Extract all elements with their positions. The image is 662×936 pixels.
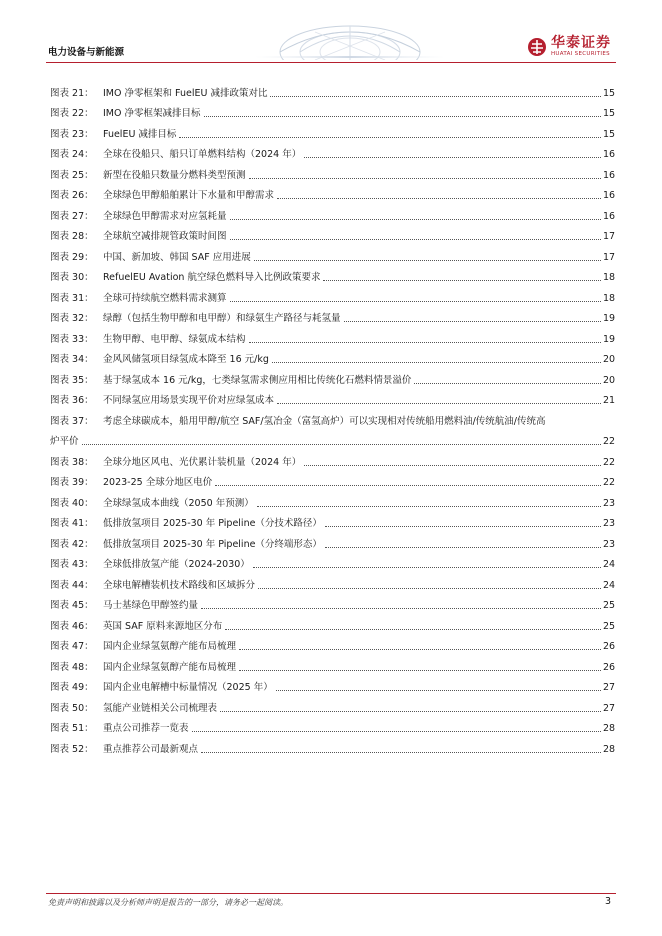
toc-entry-title: IMO 净零框架和 FuelEU 减排政策对比: [103, 87, 268, 99]
toc-entry-page: 28: [603, 723, 616, 734]
toc-leader-dots: [201, 608, 601, 609]
toc-leader-dots: [179, 137, 601, 138]
toc-entry-title: 全球绿色甲醇船舶累计下水量和甲醇需求: [103, 190, 275, 201]
toc-entry[interactable]: [50, 325, 615, 346]
toc-entry-page: 25: [603, 600, 616, 611]
toc-entry[interactable]: [50, 551, 615, 572]
toc-leader-dots: [215, 485, 601, 486]
toc-leader-dots: [239, 670, 601, 671]
toc-entry-page: 28: [603, 743, 616, 755]
toc-entry-title: IMO 净零框架减排目标: [103, 108, 201, 119]
toc-entry[interactable]: [50, 715, 615, 736]
toc-entry[interactable]: [50, 182, 615, 203]
toc-entry-page: 22: [603, 456, 616, 468]
toc-entry-page: 19: [603, 333, 616, 345]
toc-entry-page: 20: [603, 354, 616, 365]
toc-leader-dots: [276, 690, 601, 691]
toc-entry-page: 25: [603, 620, 616, 632]
toc-entry-title: 全球分地区风电、光伏累计装机量（2024 年）: [103, 456, 302, 468]
toc-entry-number: 图表 38：: [50, 456, 94, 468]
toc-entry-continuation[interactable]: [50, 428, 615, 449]
toc-leader-dots: [325, 526, 601, 527]
toc-entry[interactable]: [50, 653, 615, 674]
toc-leader-dots: [249, 342, 601, 343]
toc-entry-number: 图表 21：: [50, 87, 94, 99]
toc-entry-number: 图表 32：: [50, 313, 94, 324]
toc-leader-dots: [239, 649, 601, 650]
toc-leader-dots: [254, 260, 601, 261]
toc-entry-page: 24: [603, 579, 616, 591]
toc-entry-page: 22: [603, 436, 616, 447]
toc-entry[interactable]: [50, 305, 615, 326]
toc-entry-title-continued: 炉平价: [50, 436, 79, 447]
toc-entry-title: 重点公司推荐一览表: [103, 723, 189, 734]
toc-entry-title: 考虑全球碳成本，船用甲醇/航空 SAF/氢冶金（富氢高炉）可以实现相对传统船用燃料油/传统航油/传统高: [103, 415, 546, 427]
toc-entry-title: 马士基绿色甲醇签约量: [103, 600, 199, 611]
toc-leader-dots: [253, 567, 601, 568]
toc-entry-number: 图表 34：: [50, 354, 94, 365]
toc-entry-title: 绿醇（包括生物甲醇和电甲醇）和绿氨生产路径与耗氢量: [103, 313, 341, 324]
toc-leader-dots: [270, 96, 601, 97]
logo-chinese-name: 华泰证券: [551, 35, 611, 51]
toc-entry-title: 全球在役船只、船只订单燃料结构（2024 年）: [103, 149, 302, 160]
toc-entry-number: 图表 44：: [50, 579, 94, 591]
toc-entry-page: 16: [603, 190, 616, 201]
toc-entry-title: 2023-25 全球分地区电价: [103, 477, 213, 488]
toc-leader-dots: [82, 444, 601, 445]
toc-entry-title: 全球绿色甲醇需求对应氢耗量: [103, 210, 227, 222]
toc-entry-number: 图表 49：: [50, 682, 94, 693]
toc-entry-page: 17: [603, 231, 616, 242]
table-of-figures: [50, 79, 615, 756]
toc-entry-title: 金风风储氢项目绿氢成本降至 16 元/kg: [103, 354, 269, 365]
toc-entry-title: RefuelEU Avation 航空绿色燃料导入比例政策要求: [103, 272, 321, 283]
toc-entry-page: 18: [603, 272, 616, 283]
toc-entry-number: 图表 31：: [50, 292, 94, 304]
toc-entry-title: 国内企业绿氢氨醇产能布局梳理: [103, 661, 237, 673]
toc-entry-number: 图表 27：: [50, 210, 94, 222]
toc-leader-dots: [230, 301, 601, 302]
toc-entry-number: 图表 35：: [50, 374, 94, 386]
footer-divider: [46, 893, 616, 894]
toc-entry-title: 低排放氢项目 2025-30 年 Pipeline（分终端形态）: [103, 538, 322, 550]
toc-entry-page: 27: [603, 702, 616, 714]
toc-entry[interactable]: [50, 571, 615, 592]
toc-entry[interactable]: [50, 202, 615, 223]
toc-entry[interactable]: [50, 510, 615, 531]
toc-entry-number: 图表 37：: [50, 415, 94, 427]
toc-entry-number: 图表 22：: [50, 108, 94, 119]
toc-entry-number: 图表 30：: [50, 272, 94, 283]
toc-entry-page: 23: [603, 497, 616, 509]
toc-entry-number: 图表 45：: [50, 600, 94, 611]
toc-entry-title: 不同绿氢应用场景实现平价对应绿氢成本: [103, 395, 275, 406]
toc-entry[interactable]: [50, 469, 615, 490]
toc-leader-dots: [272, 362, 601, 363]
toc-entry[interactable]: [50, 79, 615, 100]
toc-entry[interactable]: [50, 530, 615, 551]
toc-leader-dots: [249, 178, 601, 179]
toc-entry[interactable]: [50, 243, 615, 264]
toc-entry-title: 低排放氢项目 2025-30 年 Pipeline（分技术路径）: [103, 518, 322, 529]
toc-entry-title: 英国 SAF 原料来源地区分布: [103, 620, 223, 632]
toc-entry-page: 18: [603, 292, 616, 304]
toc-leader-dots: [225, 629, 601, 630]
toc-entry[interactable]: [50, 120, 615, 141]
toc-entry-page: 24: [603, 559, 616, 570]
toc-entry-page: 15: [603, 87, 616, 99]
toc-entry[interactable]: [50, 223, 615, 244]
toc-leader-dots: [257, 506, 601, 507]
toc-entry-number: 图表 46：: [50, 620, 94, 632]
toc-entry-number: 图表 24：: [50, 149, 94, 160]
toc-entry[interactable]: [50, 674, 615, 695]
toc-entry-number: 图表 23：: [50, 128, 94, 140]
toc-entry-number: 图表 39：: [50, 477, 94, 488]
toc-entry-page: 17: [603, 251, 616, 263]
toc-entry[interactable]: [50, 612, 615, 633]
toc-entry-title: 中国、新加坡、韩国 SAF 应用进展: [103, 251, 251, 263]
toc-entry-title: 氢能产业链相关公司梳理表: [103, 702, 218, 714]
toc-entry-page: 15: [603, 108, 616, 119]
toc-entry-wrapped[interactable]: [50, 407, 615, 428]
toc-entry-title: 新型在役船只数量分燃料类型预测: [103, 169, 246, 181]
toc-entry-number: 图表 36：: [50, 395, 94, 406]
toc-leader-dots: [414, 383, 601, 384]
toc-entry-title: 重点推荐公司最新观点: [103, 743, 199, 755]
toc-entry-number: 图表 25：: [50, 169, 94, 181]
toc-entry-page: 20: [603, 374, 616, 386]
toc-entry-number: 图表 42：: [50, 538, 94, 550]
toc-entry[interactable]: [50, 387, 615, 408]
toc-entry-title: 国内企业电解槽中标量情况（2025 年）: [103, 682, 273, 693]
toc-entry[interactable]: [50, 735, 615, 756]
toc-entry-page: 23: [603, 518, 616, 529]
toc-entry[interactable]: [50, 100, 615, 121]
toc-leader-dots: [230, 239, 601, 240]
toc-entry-title: 全球绿氢成本曲线（2050 年预测）: [103, 497, 254, 509]
toc-entry-number: 图表 33：: [50, 333, 94, 345]
toc-entry[interactable]: [50, 366, 615, 387]
toc-leader-dots: [304, 465, 601, 466]
toc-leader-dots: [201, 752, 601, 753]
toc-entry-number: 图表 41：: [50, 518, 94, 529]
toc-entry-page: 27: [603, 682, 616, 693]
toc-leader-dots: [204, 116, 602, 117]
toc-entry-title: 基于绿氢成本 16 元/kg，七类绿氢需求侧应用相比传统化石燃料情景溢价: [103, 374, 412, 386]
toc-entry-title: 国内企业绿氢氨醇产能布局梳理: [103, 641, 237, 652]
toc-entry-title: 全球可持续航空燃料需求测算: [103, 292, 227, 304]
toc-entry[interactable]: [50, 633, 615, 654]
toc-leader-dots: [323, 280, 601, 281]
page-number: 3: [605, 896, 612, 907]
huatai-logo-icon: [527, 37, 547, 57]
toc-leader-dots: [192, 731, 601, 732]
toc-entry-title: 全球航空减排规管政策时间图: [103, 231, 227, 242]
toc-entry[interactable]: [50, 346, 615, 367]
header-divider: [46, 62, 616, 63]
toc-entry-title: 全球电解槽装机技术路线和区域拆分: [103, 579, 256, 591]
toc-entry-title: 全球低排放氢产能（2024-2030）: [103, 559, 250, 570]
header-section-title: 电力设备与新能源: [48, 47, 125, 58]
toc-entry[interactable]: [50, 161, 615, 182]
toc-entry-page: 16: [603, 169, 616, 181]
toc-entry-page: 21: [603, 395, 616, 406]
footer-disclaimer: 免责声明和披露以及分析师声明是报告的一部分，请务必一起阅读。: [48, 898, 288, 907]
toc-entry[interactable]: [50, 141, 615, 162]
header-decorative-globe: [255, 12, 445, 60]
toc-entry-number: 图表 29：: [50, 251, 94, 263]
toc-leader-dots: [258, 588, 601, 589]
toc-entry-title: 生物甲醇、电甲醇、绿氨成本结构: [103, 333, 246, 345]
toc-entry-title: FuelEU 减排目标: [103, 128, 177, 140]
toc-entry[interactable]: [50, 694, 615, 715]
toc-entry-number: 图表 26：: [50, 190, 94, 201]
toc-entry-number: 图表 51：: [50, 723, 94, 734]
toc-leader-dots: [220, 711, 601, 712]
toc-entry-number: 图表 43：: [50, 559, 94, 570]
toc-entry[interactable]: [50, 489, 615, 510]
toc-entry-page: 16: [603, 210, 616, 222]
toc-entry-number: 图表 52：: [50, 743, 94, 755]
toc-entry-page: 23: [603, 538, 616, 550]
toc-entry-page: 26: [603, 661, 616, 673]
toc-entry[interactable]: [50, 448, 615, 469]
toc-entry-number: 图表 47：: [50, 641, 94, 652]
toc-leader-dots: [304, 157, 601, 158]
toc-leader-dots: [344, 321, 601, 322]
huatai-logo: [527, 36, 611, 58]
toc-entry-number: 图表 40：: [50, 497, 94, 509]
toc-entry-number: 图表 48：: [50, 661, 94, 673]
toc-leader-dots: [325, 547, 601, 548]
toc-entry[interactable]: [50, 592, 615, 613]
toc-entry-page: 19: [603, 313, 616, 324]
toc-leader-dots: [277, 198, 601, 199]
toc-entry-number: 图表 28：: [50, 231, 94, 242]
toc-entry-page: 22: [603, 477, 616, 488]
toc-entry-number: 图表 50：: [50, 702, 94, 714]
toc-entry[interactable]: [50, 284, 615, 305]
toc-entry-page: 16: [603, 149, 616, 160]
toc-leader-dots: [277, 403, 601, 404]
toc-entry[interactable]: [50, 264, 615, 285]
toc-leader-dots: [230, 219, 601, 220]
toc-entry-page: 15: [603, 128, 616, 140]
toc-entry-page: 26: [603, 641, 616, 652]
logo-english-name: HUATAI SECURITIES: [551, 51, 610, 57]
